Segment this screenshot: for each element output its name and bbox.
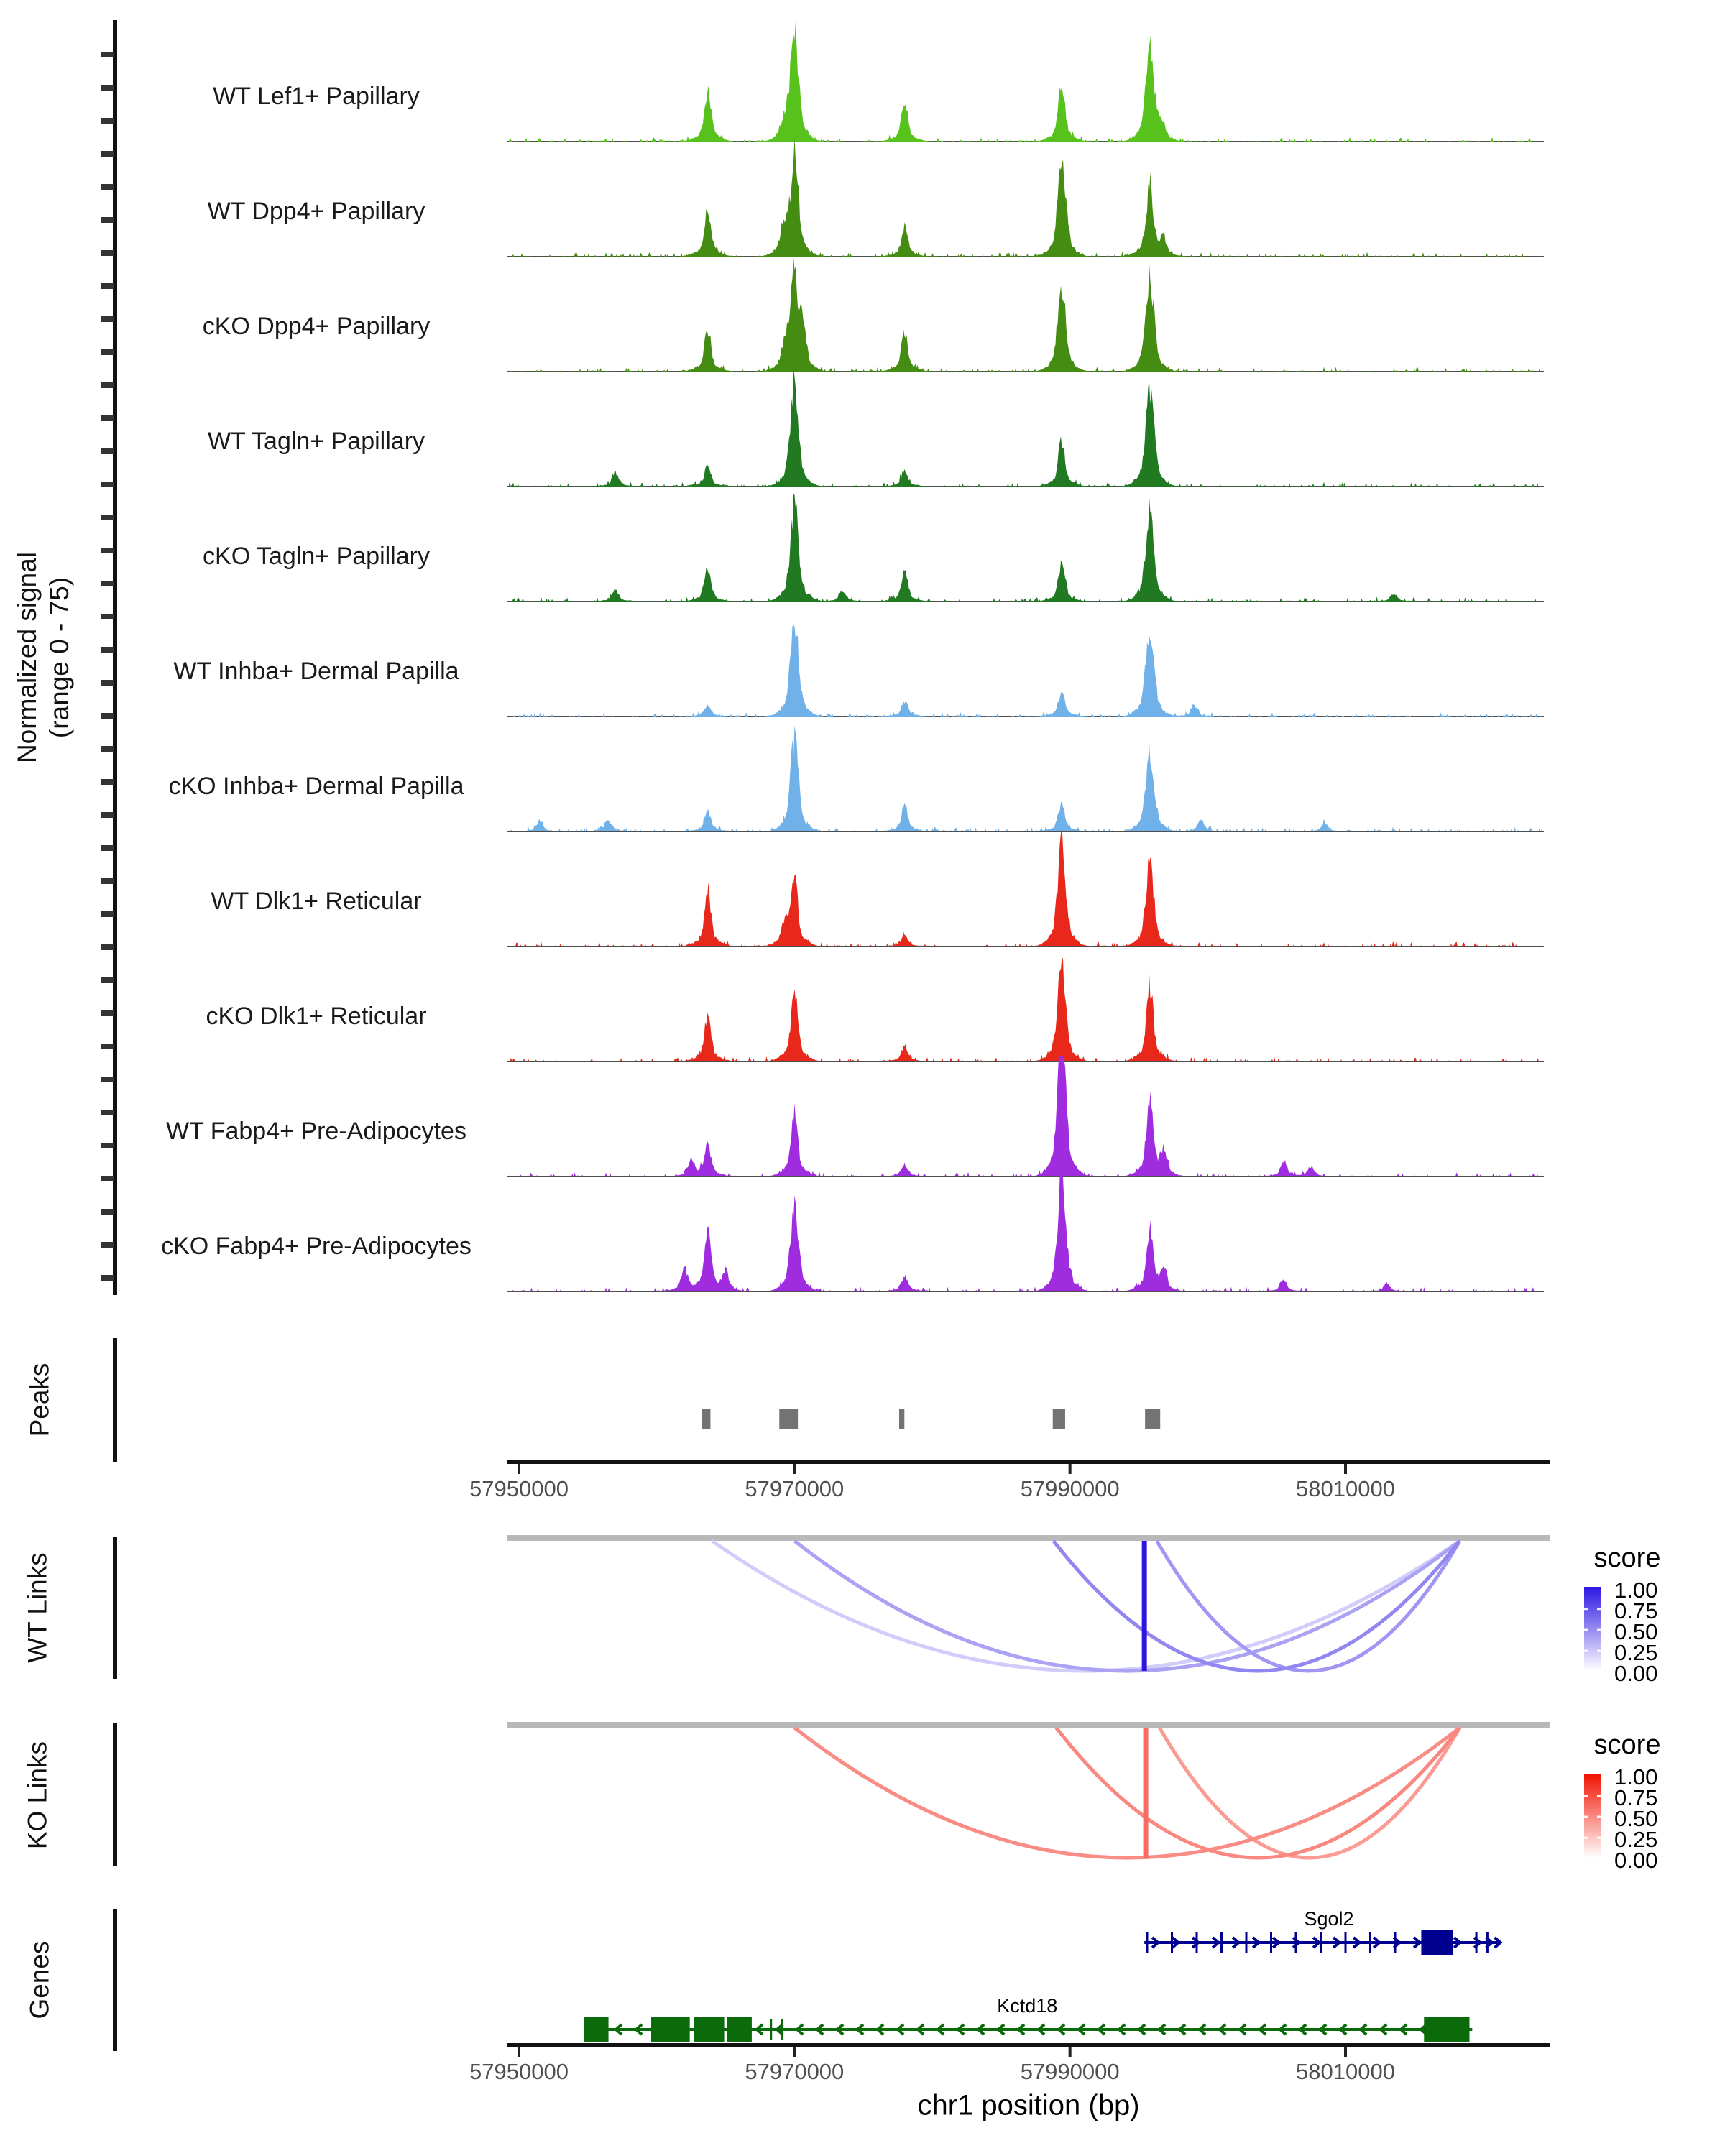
signal-axis-tick (101, 515, 114, 520)
legend-tick-label: 1.00 (1614, 1764, 1658, 1789)
bottom-axis-line (507, 2043, 1550, 2047)
peaks-axis-tick (1344, 1464, 1347, 1474)
signal-track-WT-Fabp4-Pre-Adipocytes (507, 1056, 1544, 1176)
legend-bar-tick (1597, 1629, 1601, 1631)
signal-axis-tick (101, 977, 114, 983)
signal-track-WT-Inhba-Dermal-Papilla (507, 625, 1544, 717)
signal-axis-tick (101, 52, 114, 57)
exon-box (694, 2017, 724, 2042)
peak-interval-box (702, 1409, 711, 1429)
legend-tick-label: 0.25 (1614, 1827, 1658, 1852)
legend-bar-tick (1597, 1816, 1601, 1818)
bottom-axis-tick (518, 2047, 520, 2057)
signal-axis-tick (101, 845, 114, 851)
signal-track-cKO-Fabp4-Pre-Adipocytes (507, 1171, 1544, 1291)
signal-axis-tick (101, 878, 114, 884)
link-arc (1159, 1728, 1460, 1858)
track-name-label: cKO Fabp4+ Pre-Adipocytes (161, 1233, 472, 1260)
peaks-axis-tick-label: 57990000 (1020, 1476, 1120, 1501)
signal-axis-tick (101, 250, 114, 256)
signal-y-axis-label (11, 552, 75, 763)
peak-interval-box (1053, 1409, 1065, 1429)
signal-axis-tick (101, 349, 114, 355)
wt-links-track-label: WT Links (22, 1552, 52, 1663)
signal-axis-tick (101, 614, 114, 619)
signal-axis-tick (101, 911, 114, 917)
track-name-label: cKO Tagln+ Papillary (203, 543, 430, 570)
signal-area (509, 494, 1542, 602)
peak-interval-box (1145, 1409, 1160, 1429)
bottom-axis-tick-label: 58010000 (1296, 2059, 1395, 2084)
signal-axis-tick (101, 1077, 114, 1082)
signal-axis-tick (101, 581, 114, 586)
signal-axis-tick (101, 85, 114, 91)
link-arc (794, 1728, 1460, 1858)
signal-track-cKO-Dpp4-Papillary (507, 257, 1544, 372)
legend-tick-label: 0.50 (1614, 1619, 1658, 1644)
peaks-track-label: Peaks (24, 1363, 55, 1437)
legend-bar-tick (1584, 1650, 1588, 1652)
legend-tick-label: 0.25 (1614, 1640, 1658, 1665)
legend-bar-tick (1584, 1795, 1588, 1797)
signal-axis-tick (101, 1176, 114, 1181)
signal-axis-tick (101, 1242, 114, 1248)
signal-axis-tick (101, 415, 114, 421)
exon-box (1424, 2017, 1469, 2042)
peaks-axis-tick-label: 58010000 (1296, 1476, 1395, 1501)
x-axis-title: chr1 position (bp) (917, 2089, 1140, 2122)
legend-tick-label: 0.50 (1614, 1806, 1658, 1831)
legend-bar-tick (1597, 1837, 1601, 1839)
links-baseline (507, 1535, 1550, 1541)
exon-box (584, 2017, 609, 2042)
signal-axis-tick (101, 151, 114, 157)
bottom-axis-tick (793, 2047, 796, 2057)
track-name-label: WT Inhba+ Dermal Papilla (173, 658, 459, 685)
peaks-axis-tick (793, 1464, 796, 1474)
peaks-axis-line (507, 1460, 1550, 1464)
signal-area (509, 826, 1542, 946)
track-name-label: cKO Dpp4+ Papillary (202, 313, 431, 340)
legend-title: score (1593, 1543, 1661, 1573)
ko-score-legend (1584, 1774, 1601, 1858)
signal-area (509, 369, 1542, 487)
legend-tick-label: 0.00 (1614, 1848, 1658, 1873)
legend-tick-label: 1.00 (1614, 1577, 1658, 1603)
bottom-axis-tick (1069, 2047, 1072, 2057)
track-name-label: WT Dlk1+ Reticular (211, 888, 422, 915)
ko-links-group (113, 1722, 1550, 1866)
bottom-axis-tick-label: 57950000 (469, 2059, 569, 2084)
signal-axis-tick (101, 1143, 114, 1148)
signal-area (509, 625, 1542, 717)
links-sidebar-line (113, 1723, 117, 1866)
legend-tick-label: 0.75 (1614, 1785, 1658, 1810)
signal-area (509, 257, 1542, 372)
legend-bar-tick (1597, 1650, 1601, 1652)
genes-track-label: Genes (24, 1940, 55, 2019)
signal-track-cKO-Inhba-Dermal-Papilla (507, 726, 1544, 831)
legend-bar-tick (1584, 1608, 1588, 1610)
signal-axis-tick (101, 1110, 114, 1115)
genes-sidebar-line (113, 1909, 117, 2051)
signal-axis-tick (101, 1209, 114, 1215)
link-arc (712, 1541, 1460, 1671)
track-name-label: WT Lef1+ Papillary (213, 83, 420, 110)
signal-area (509, 726, 1542, 831)
signal-axis-tick (101, 1044, 114, 1049)
track-name-label: WT Fabp4+ Pre-Adipocytes (166, 1118, 466, 1145)
exon-box (1421, 1930, 1453, 1955)
bottom-axis-tick-label: 57970000 (745, 2059, 845, 2084)
legend-tick-label: 0.00 (1614, 1661, 1658, 1686)
signal-axis-line (113, 20, 117, 1295)
signal-axis-tick (101, 746, 114, 752)
exon-box (651, 2017, 690, 2042)
gene-Sgol2 (1144, 1930, 1501, 1955)
signal-axis-tick (101, 283, 114, 289)
legend-bar-tick (1597, 1795, 1601, 1797)
signal-axis-tick (101, 1275, 114, 1281)
signal-axis-tick (101, 382, 114, 388)
signal-area (509, 1171, 1542, 1291)
legend-bar-tick (1584, 1629, 1588, 1631)
signal-axis-tick (101, 482, 114, 487)
links-baseline (507, 1722, 1550, 1728)
gene-Kctd18 (584, 2017, 1472, 2042)
signal-track-WT-Tagln-Papillary (507, 369, 1544, 487)
track-name-label: WT Dpp4+ Papillary (207, 198, 426, 225)
link-arc (1156, 1541, 1460, 1671)
peak-interval-box (779, 1409, 798, 1429)
signal-axis-tick (101, 713, 114, 719)
signal-area (509, 1056, 1542, 1176)
peaks-sidebar-line (113, 1338, 117, 1462)
signal-axis-tick (101, 812, 114, 818)
peaks-axis-tick-label: 57970000 (745, 1476, 845, 1501)
signal-axis-tick (101, 779, 114, 785)
legend-bar-tick (1597, 1608, 1601, 1610)
wt-score-legend (1584, 1587, 1601, 1671)
track-name-label: WT Tagln+ Papillary (207, 428, 426, 455)
signal-axis-tick (101, 316, 114, 322)
signal-axis-tick (101, 1010, 114, 1016)
peak-interval-box (899, 1409, 904, 1429)
peaks-axis-tick-label: 57950000 (469, 1476, 569, 1501)
gene-name-label: Kctd18 (997, 1995, 1058, 2017)
legend-title: score (1593, 1730, 1661, 1760)
signal-track-cKO-Tagln-Papillary (507, 494, 1544, 602)
links-sidebar-line (113, 1537, 117, 1679)
signal-axis-tick (101, 217, 114, 223)
signal-track-WT-Lef1-Papillary (507, 21, 1544, 142)
signal-axis-tick (101, 548, 114, 553)
legend-bar-tick (1584, 1816, 1588, 1818)
signal-y-axis-label-line1: Normalized signal (12, 551, 42, 764)
signal-axis-tick (101, 647, 114, 653)
signal-area (509, 137, 1542, 257)
signal-axis-tick (101, 680, 114, 686)
legend-bar-tick (1584, 1837, 1588, 1839)
signal-track-cKO-Dlk1-Reticular (507, 956, 1544, 1061)
link-arc (794, 1541, 1460, 1671)
exon-box (727, 2017, 752, 2042)
gene-name-label: Sgol2 (1304, 1908, 1354, 1930)
peaks-axis-tick (1069, 1464, 1072, 1474)
track-name-label: cKO Inhba+ Dermal Papilla (168, 773, 464, 800)
signal-track-WT-Dlk1-Reticular (507, 826, 1544, 946)
ko-links-track-label: KO Links (22, 1741, 52, 1850)
peaks-axis-tick (518, 1464, 520, 1474)
legend-tick-label: 0.75 (1614, 1598, 1658, 1623)
signal-y-axis-label-line2: (range 0 - 75) (45, 576, 74, 739)
signal-axis-tick (101, 184, 114, 190)
signal-axis-tick (101, 118, 114, 124)
bottom-axis-tick-label: 57990000 (1020, 2059, 1120, 2084)
signal-axis-tick (101, 448, 114, 454)
signal-area (509, 956, 1542, 1061)
track-name-label: cKO Dlk1+ Reticular (206, 1003, 427, 1030)
wt-links-group (113, 1535, 1550, 1679)
signal-area (509, 21, 1542, 142)
bottom-axis-tick (1344, 2047, 1347, 2057)
signal-track-WT-Dpp4-Papillary (507, 137, 1544, 257)
signal-axis-tick (101, 944, 114, 950)
